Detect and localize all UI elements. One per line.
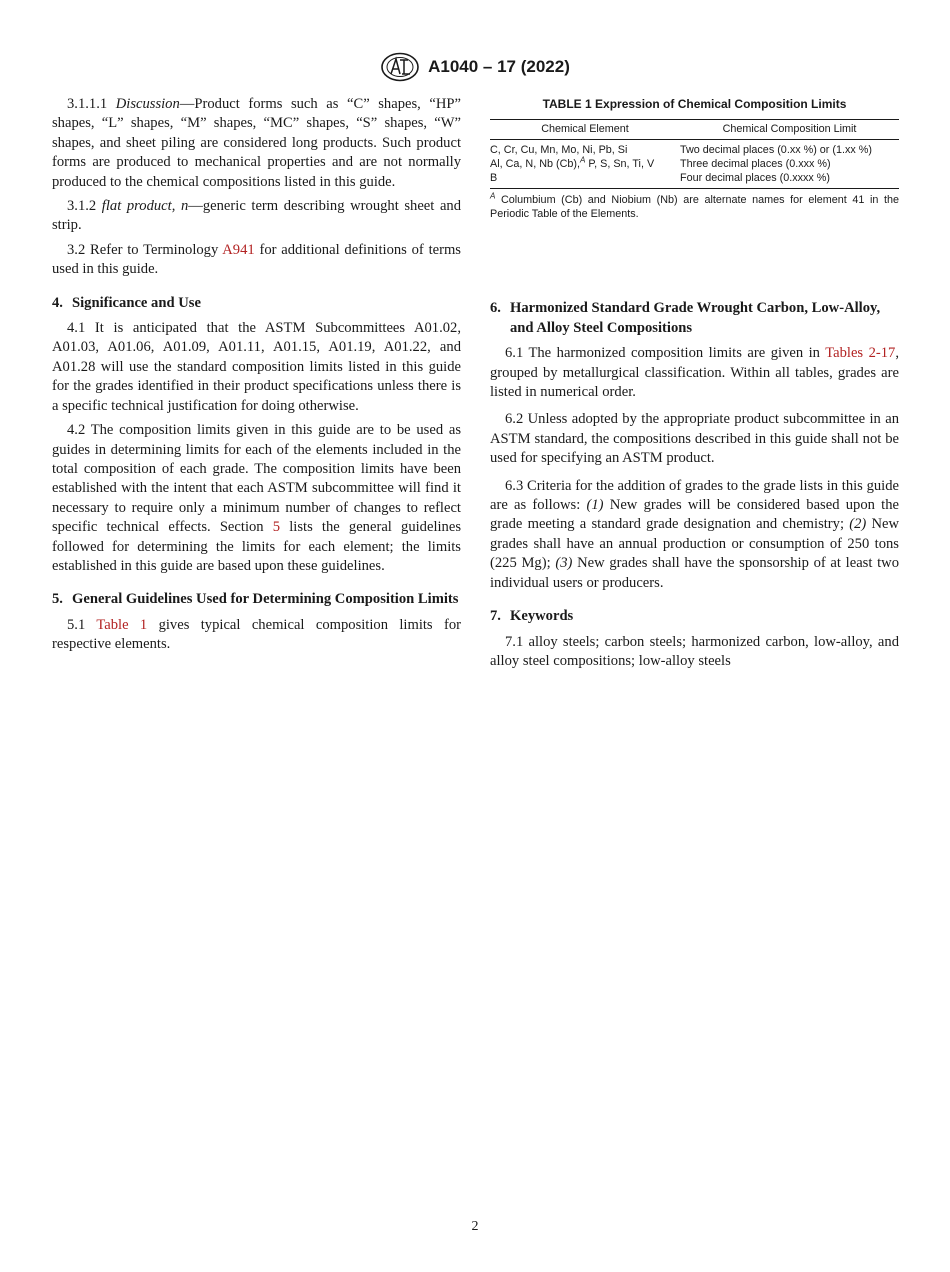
table-row <box>490 171 899 189</box>
table-cell-element: Al, Ca, N, Nb (Cb),$^A$ P, S, Sn, Ti, V <box>490 155 655 171</box>
table-header-element: Chemical Element <box>490 120 680 140</box>
paragraph-5-1: 5.1 Table 1 gives typical chemical composition limits for respective elements. <box>52 616 461 653</box>
link-tables-2-17[interactable]: Tables 2-17 <box>825 345 896 362</box>
astm-logo-icon <box>380 52 420 82</box>
paragraph-6-2: 6.2 Unless adopted by the appropriate product subcommittee in an ASTM standard, the compositions described in this guide shall not be used for specifying an ASTM product. <box>490 411 899 467</box>
paragraph-3-1-1-1: 3.1.1.1 Discussion—Product forms such as “C” shapes, “HP” shapes, “L” shapes, “M” shapes, “MC” shapes, “S” shapes, “W” shapes, and sheet piling are considered long products. Such product forms are produced to mechanical properties and are not normally produced to the chemical compositions listed in this guide. <box>52 96 461 190</box>
link-section-5[interactable]: 5 <box>272 519 281 536</box>
table-cell-limit: Two decimal places (0.xx %) or (1.xx %) <box>680 144 872 157</box>
table-cell-limit: Three decimal places (0.xxx %) <box>680 158 831 171</box>
paragraph-3-1-2: 3.1.2 flat product, n—generic term describing wrought sheet and strip. <box>52 198 462 234</box>
link-table-1[interactable]: Table 1 <box>96 616 148 633</box>
table-cell-element: C, Cr, Cu, Mn, Mo, Ni, Pb, Si <box>490 144 628 157</box>
footnote-mark: A <box>580 155 586 165</box>
section-6-heading: 6. Harmonized Standard Grade Wrought Carbon, Low-Alloy, and Alloy Steel Compositions <box>490 300 881 336</box>
left-column <box>52 95 461 660</box>
page-header <box>0 52 950 82</box>
table-row <box>490 157 899 171</box>
table-cell-limit: Four decimal places (0.xxxx %) <box>680 171 899 189</box>
section-7-heading: 7. Keywords <box>490 608 574 625</box>
table-row <box>490 140 899 158</box>
link-a941[interactable]: A941 <box>222 241 255 258</box>
table-1-title: TABLE 1 Expression of Chemical Composition Limits <box>542 97 847 111</box>
paragraph-6-3: 6.3 Criteria for the addition of grades to the grade lists in this guide are as follows: (1) New grades will be considered based upon the grade meeting a standard grade designation and chemistry; (2) New grades shall have an annual production or consumption of 250 tons (225 Mg); (3) New grades shall have the sponsorship of at least two individual users or producers. <box>490 477 899 591</box>
paragraph-6-1: 6.1 The harmonized composition limits are given in Tables 2-17, grouped by metallurgical classification. Within all tables, grades are listed in numerical order. <box>490 345 899 401</box>
right-column <box>490 95 899 676</box>
table-cell-element: B <box>490 171 680 189</box>
section-5-heading: 5. General Guidelines Used for Determining Composition Limits <box>52 591 459 608</box>
table-header-limit: Chemical Composition Limit <box>680 120 899 140</box>
composition-table <box>490 119 899 189</box>
document-designation: A1040 – 17 (2022) <box>428 57 570 76</box>
table-1 <box>490 95 899 221</box>
table-footnote: $^A$ Columbium (Cb) and Niobium (Nb) are alternate names for element 41 in the Periodic Table of the Elements. <box>490 191 899 221</box>
paragraph-7-1: 7.1 alloy steels; carbon steels; harmonized carbon, low-alloy, and alloy steel compositions; low-alloy steels <box>490 633 899 669</box>
paragraph-4-1: 4.1 It is anticipated that the ASTM Subcommittees A01.02, A01.03, A01.06, A01.09, A01.11, A01.15, A01.19, A01.22, and A01.28 will use the standard composition limits listed in this guide for the grades identified in their product specifications unless there is a specific technical justification for doing otherwise. <box>52 320 461 414</box>
paragraph-4-2: 4.2 The composition limits given in this guide are to be used as guides in determining limits for each of the elements included in the total composition of each grade. The composition limits have been established with the intent that each ASTM subcommittee will find it necessary to require only a minimum number of changes to reflect specific technical effects. Section 5 lists the general guidelines followed for determining the limits for each element; the limits established in this guide are based upon these guidelines. <box>52 422 462 574</box>
page-number: 2 <box>471 1219 479 1234</box>
section-4-heading: 4. Significance and Use <box>52 294 201 311</box>
paragraph-3-2: 3.2 Refer to Terminology A941 for additional definitions of terms used in this guide. <box>52 241 461 278</box>
